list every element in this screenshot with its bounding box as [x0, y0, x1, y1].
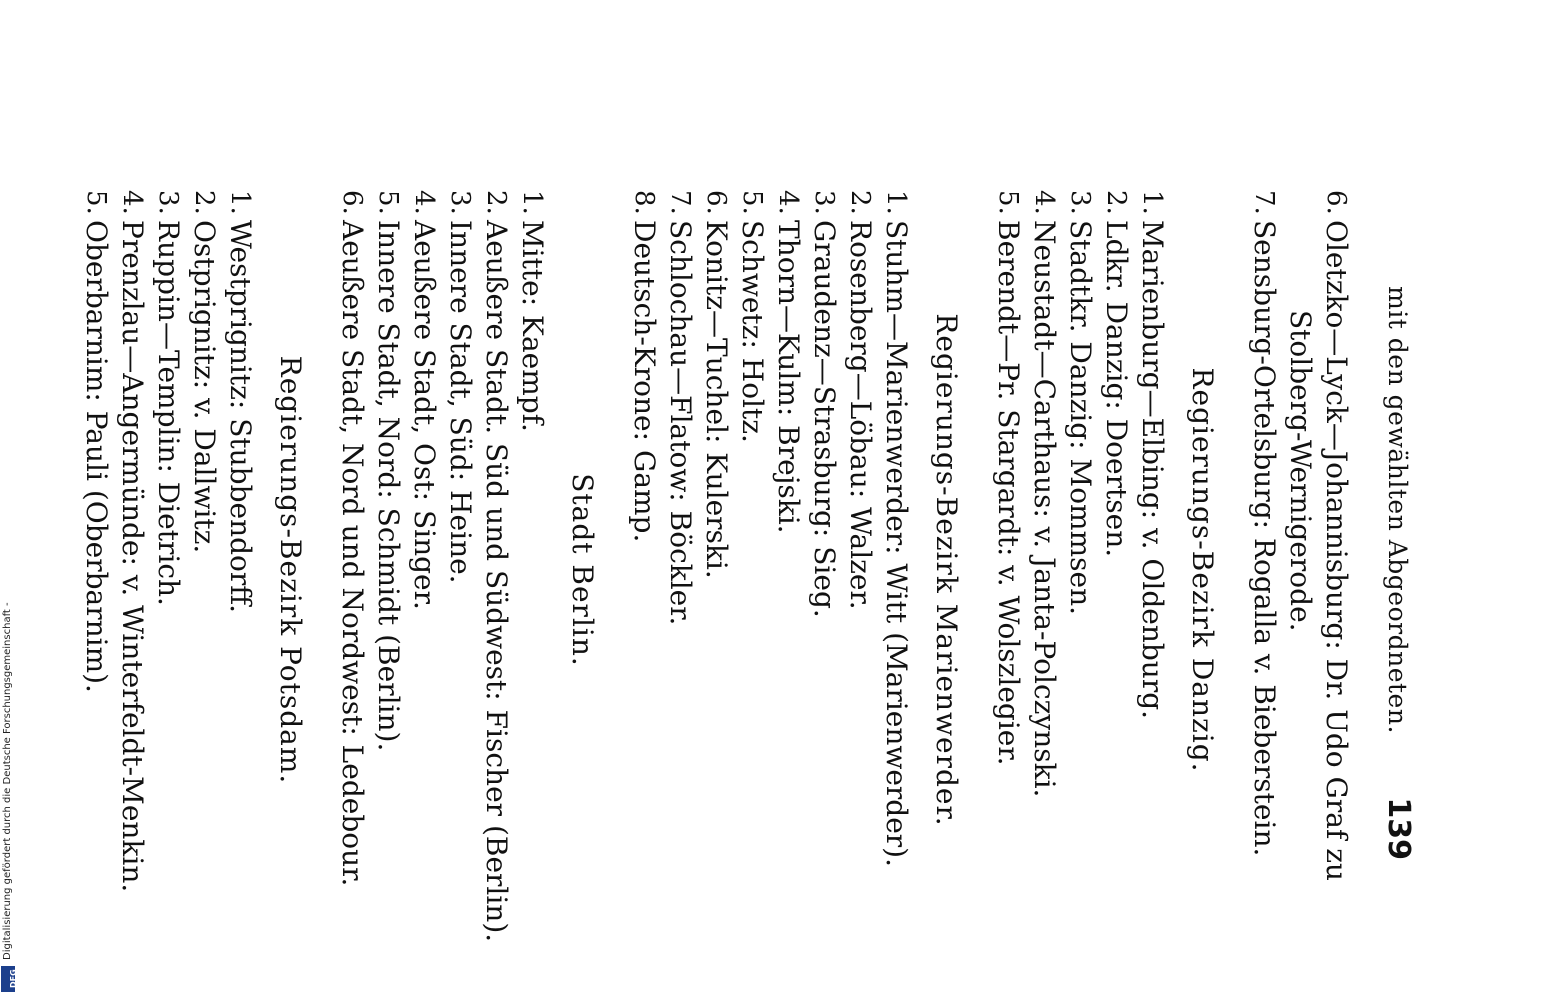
list-item-number: 4. [117, 190, 147, 215]
list-item-number: 5. [993, 190, 1023, 215]
list-item-text: Ruppin—Templin: Dietrich. [152, 220, 185, 606]
section-heading: Regierungs-Bezirk Potsdam. [274, 355, 307, 785]
list-item-text: Schlochau—Flatow: Böckler. [664, 220, 697, 626]
list-item-number: 3. [1065, 190, 1095, 215]
list-item [406, 190, 442, 950]
section [1246, 190, 1354, 950]
list-item-text: Rosenberg—Löbau: Walzer. [844, 220, 877, 610]
list-item-text: Berendt—Pr. Stargardt: v. Wolszlegier. [992, 220, 1025, 766]
list-item [842, 190, 878, 950]
list-item-text: Stadtkr. Danzig: Mommsen. [1064, 220, 1097, 616]
list-item-number: 1. [881, 190, 911, 215]
running-head [1366, 190, 1416, 860]
list-item [114, 190, 150, 950]
list-item [442, 190, 478, 950]
list-item [1026, 190, 1062, 950]
list-item-number: 3. [809, 190, 839, 215]
list-item-number: 4. [773, 190, 803, 215]
list-item [990, 190, 1026, 950]
list-item-number: 5. [737, 190, 767, 215]
list-item [1134, 190, 1170, 950]
list-item-text: Sensburg-Ortelsburg: Rogalla v. Bieberstein. [1248, 220, 1281, 857]
list-item [186, 190, 222, 950]
list-item [734, 190, 770, 950]
list-item-text: Innere Stadt, Süd: Heine. [444, 220, 477, 584]
list-item [514, 190, 550, 950]
section [78, 190, 308, 950]
section [334, 190, 600, 950]
list-item-number: 1. [225, 190, 255, 215]
list-item-text: Westprignitz: Stubbendorff. [224, 220, 257, 614]
section [626, 190, 964, 950]
list-item [662, 190, 698, 950]
section-heading: Regierungs-Bezirk Danzig. [1186, 367, 1219, 773]
list-item-number: 7. [1249, 190, 1279, 215]
list-item-text: Thorn—Kulm: Brejski. [772, 220, 805, 534]
list-item-number: 2. [481, 190, 511, 215]
list-item-number: 2. [845, 190, 875, 215]
list-item-number: 3. [445, 190, 475, 215]
list-item-text: Oberbarnim: Pauli (Oberbarnim). [80, 220, 113, 693]
list-item-text: Innere Stadt, Nord: Schmidt (Berlin). [372, 220, 405, 752]
list-item-number: 6. [1321, 190, 1351, 215]
list-item-number: 8. [629, 190, 659, 215]
list-item [1282, 190, 1354, 950]
list-item-number: 7. [665, 190, 695, 215]
list-item [1062, 190, 1098, 950]
list-item-number: 3. [153, 190, 183, 215]
list-item-text: Graudenz—Strasburg: Sieg. [808, 220, 841, 618]
list-item [626, 190, 662, 950]
list-item [150, 190, 186, 950]
dfg-logo: DFG [1, 966, 15, 992]
list-item [478, 190, 514, 950]
list-item-text: Konitz—Tuchel: Kulerski. [700, 220, 733, 579]
list-item [370, 190, 406, 950]
page-body [74, 190, 1354, 950]
list-item-number: 5. [373, 190, 403, 215]
digitization-credit-text: Digitalisierung gefördert durch die Deutsche Forschungsgemeinschaft - [2, 602, 13, 960]
section [990, 190, 1220, 950]
section-heading: Stadt Berlin. [566, 473, 599, 667]
list-item-text: Stuhm—Marienwerder: Witt (Marienwerder). [880, 220, 913, 867]
list-item-text: Neustadt—Carthaus: v. Janta-Polczynski. [1028, 220, 1061, 798]
list-item-number: 2. [189, 190, 219, 215]
list-item [878, 190, 914, 950]
list-item-number: 5. [81, 190, 111, 215]
list-item-text: Aeußere Stadt, Ost: Singer. [408, 220, 441, 610]
list-item [1246, 190, 1282, 950]
section-heading: Regierungs-Bezirk Marienwerder. [930, 313, 963, 827]
list-item-text: Aeußere Stadt. Süd und Südwest: Fischer (Berlin). [480, 220, 513, 943]
list-item-text: Mitte: Kaempf. [516, 220, 549, 432]
list-item [806, 190, 842, 950]
list-item-number: 1. [1137, 190, 1167, 215]
running-title: mit den gewählten Abgeordneten. [1383, 286, 1412, 734]
list-item [78, 190, 114, 950]
list-item-number: 6. [701, 190, 731, 215]
list-item-text: Aeußere Stadt, Nord und Nordwest: Ledebour. [336, 220, 369, 887]
list-item-text: Marienburg—Elbing: v. Oldenburg. [1136, 220, 1169, 720]
list-item-number: 6. [337, 190, 367, 215]
list-item-number: 1. [517, 190, 547, 215]
list-item-text: Oletzko—Lyck—Johannisburg: Dr. Udo Graf zu [1320, 220, 1353, 882]
list-item [222, 190, 258, 950]
list-item-text: Ldkr. Danzig: Doertsen. [1100, 220, 1133, 558]
list-item [770, 190, 806, 950]
list-item-text: Ostprignitz: v. Dallwitz. [188, 220, 221, 554]
list-item-number: 4. [1029, 190, 1059, 215]
list-item-number: 4. [409, 190, 439, 215]
list-item [698, 190, 734, 950]
list-item-text: Deutsch-Krone: Gamp. [628, 220, 661, 543]
list-item-text: Prenzlau—Angermünde: v. Winterfeldt-Menkin. [116, 220, 149, 893]
list-item-text: Schwetz: Holtz. [736, 220, 769, 443]
list-item [1098, 190, 1134, 950]
list-item [334, 190, 370, 950]
list-item-continuation: Stolberg-Wernigerode. [1284, 310, 1317, 632]
list-item-number: 2. [1101, 190, 1131, 215]
page-number: 139 [1381, 797, 1416, 860]
